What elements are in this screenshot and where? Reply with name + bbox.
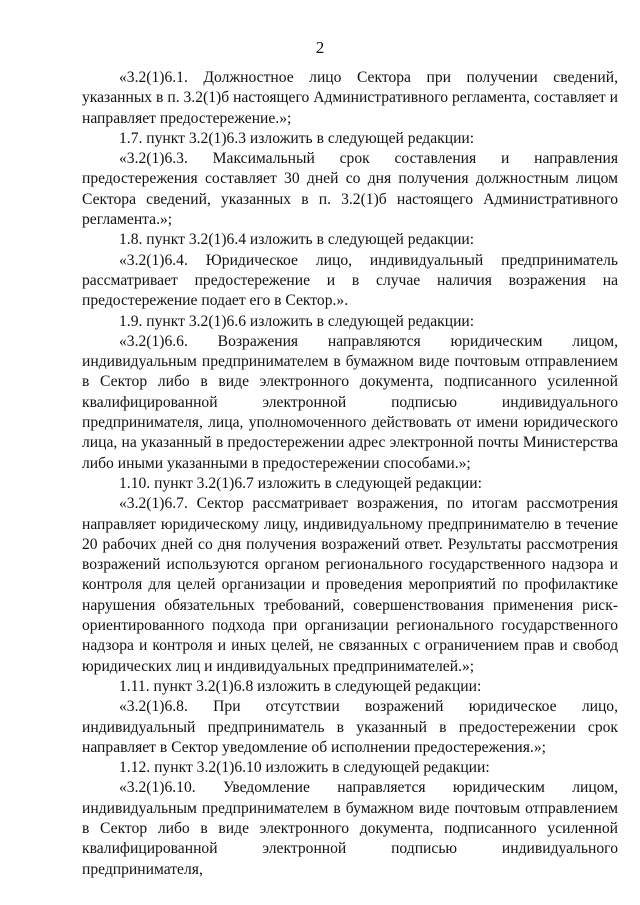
amendment-1-7: 1.7. пункт 3.2(1)6.3 изложить в следующей редакции:: [119, 129, 475, 147]
paragraph-3-2-1-6-4: «3.2(1)6.4. Юридическое лицо, индивидуальный предприниматель рассматривает предостережение и в случае наличия возражения на предостережение подает его в Сектор.».: [82, 251, 618, 310]
page-number: 2: [315, 38, 325, 57]
paragraph-3-2-1-6-8: «3.2(1)6.8. При отсутствии возражений юридическое лицо, индивидуальный предприниматель в указанный в предостережении срок направляет в Сектор уведомление об исполнении предостережения.»;: [82, 698, 618, 756]
paragraph-3-2-1-6-6: «3.2(1)6.6. Возражения направляются юридическим лицом, индивидуальным предпринимателем в бумажном виде почтовым отправлением в Сектор либо в виде электронного документа, подписанного усиленной квалифицированной электронной подписью индивидуального предпринимателя, лица, уполномоченного действовать от имени юридического лица, на указанный в предостережении адрес электронной почты Министерства либо иными указанными в предостережении способами.»;: [82, 332, 618, 472]
paragraph-3-2-1-6-1: «3.2(1)6.1. Должностное лицо Сектора при получении сведений, указанных в п. 3.2(1)б настоящего Административного регламента, составляет и направляет предостережение.»;: [82, 69, 618, 127]
paragraph-3-2-1-6-3: «3.2(1)6.3. Максимальный срок составления и направления предостережения составляет 30 дней со дня получения должностным лицом Сектора сведений, указанных в п. 3.2(1)б настоящего Административного регламента.»;: [82, 150, 618, 229]
amendment-1-11: 1.11. пункт 3.2(1)6.8 изложить в следующей редакции:: [119, 677, 482, 695]
document-body: [82, 68, 618, 880]
amendment-1-9: 1.9. пункт 3.2(1)6.6 изложить в следующей редакции:: [119, 312, 475, 330]
amendment-1-12: 1.12. пункт 3.2(1)6.10 изложить в следующей редакции:: [119, 759, 490, 777]
amendment-1-8: 1.8. пункт 3.2(1)6.4 изложить в следующей редакции:: [119, 231, 475, 249]
paragraph-3-2-1-6-7: «3.2(1)6.7. Сектор рассматривает возражения, по итогам рассмотрения направляет юридическому лицу, индивидуальному предпринимателю в течение 20 рабочих дней со дня получения возражений ответ. Результаты рассмотрения возражений используются органом регионального государственного надзора и контроля для целей организации и проведения мероприятий по профилактике нарушения обязательных требований, совершенствования применения риск-ориентированного подхода при организации регионального государственного надзора и контроля и иных целей, не связанных с ограничением прав и свобод юридических лиц и индивидуальных предпринимателей.»;: [82, 495, 618, 675]
paragraph-3-2-1-6-10: «3.2(1)6.10. Уведомление направляется юридическим лицом, индивидуальным предпринимателем в бумажном виде почтовым отправлением в Сектор либо в виде электронного документа, подписанного усиленной квалифицированной электронной подписью индивидуального предпринимателя,: [82, 779, 618, 878]
amendment-1-10: 1.10. пункт 3.2(1)6.7 изложить в следующей редакции:: [119, 474, 482, 492]
